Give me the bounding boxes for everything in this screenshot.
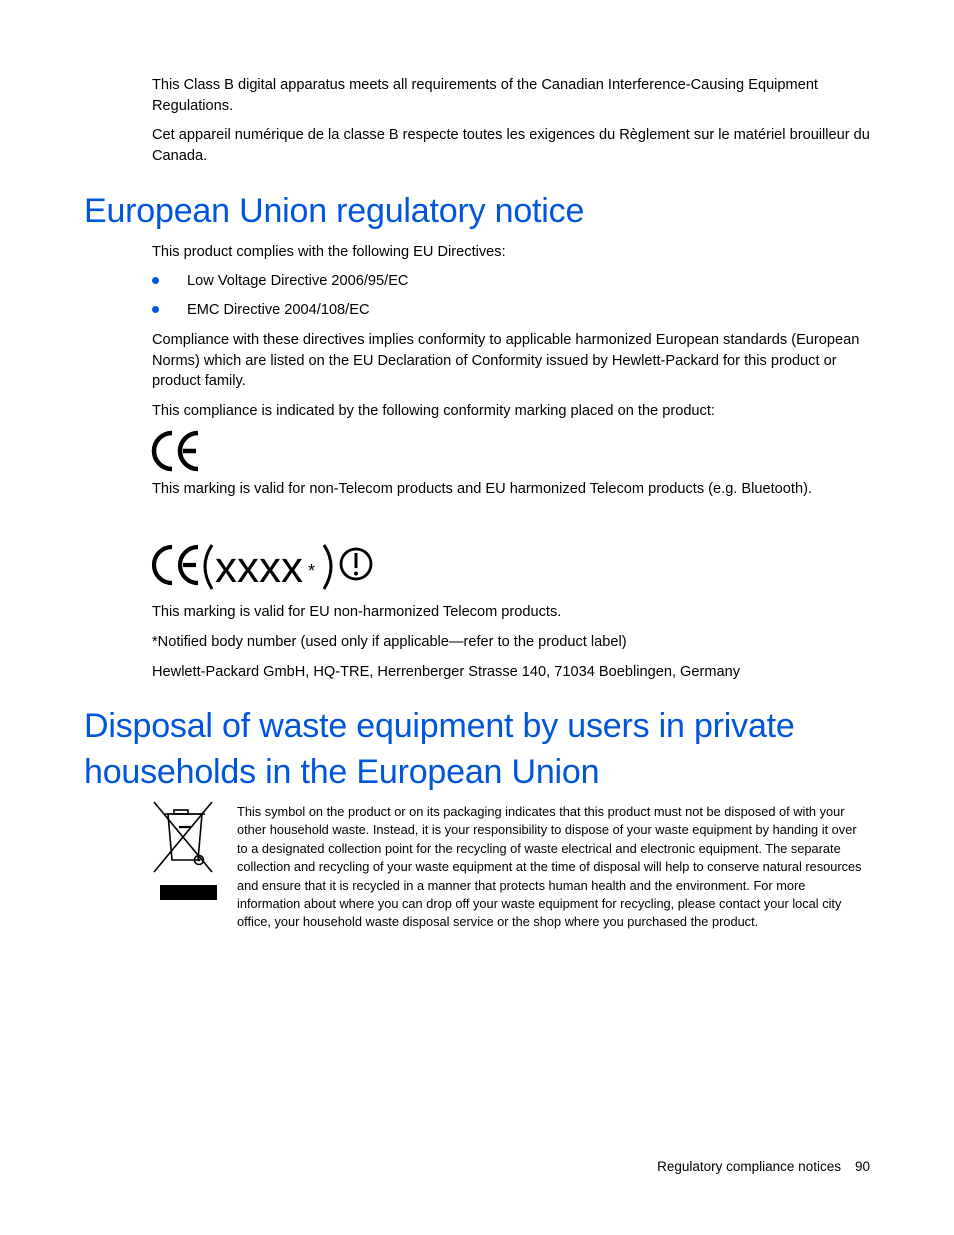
ce-mark-icon bbox=[150, 430, 202, 472]
ce-telecom-mark-icon bbox=[150, 543, 380, 591]
notified-body-placeholder: xxxx bbox=[215, 543, 303, 592]
eu-marking-intro: This compliance is indicated by the following conformity marking placed on the product: bbox=[152, 403, 715, 419]
page-number: 90 bbox=[854, 1159, 870, 1174]
notified-body-asterisk: * bbox=[308, 561, 316, 581]
directive-label: Low Voltage Directive 2006/95/EC bbox=[187, 273, 409, 289]
notified-body-note: *Notified body number (used only if applicable—refer to the product label) bbox=[152, 634, 627, 650]
crossed-out-wheelie-bin-icon bbox=[152, 800, 220, 902]
canada-french-paragraph: Cet appareil numérique de la classe B respecte toutes les exigences du Règlement sur le matériel brouilleur du Canada. bbox=[152, 127, 870, 164]
marking2-note: This marking is valid for EU non-harmonized Telecom products. bbox=[152, 604, 562, 620]
eu-compliance-paragraph: Compliance with these directives implies conformity to applicable harmonized European standards (European Norms) which are listed on the EU Declaration of Conformity issued by Hewlett-Packard for this product or product family. bbox=[152, 332, 860, 389]
weee-heading-line1: Disposal of waste equipment by users in private bbox=[84, 707, 795, 745]
footer-section-title: Regulatory compliance notices bbox=[657, 1159, 841, 1174]
weee-body-text: This symbol on the product or on its packaging indicates that this product must not be disposed of with your other household waste. Instead, it is your responsibility to dispose of your waste equipment by handing it over to a designated collection point for the recycling of waste electrical and electronic equipment. The separate collection and recycling of your waste equipment at the time of disposal will help to conserve natural resources and ensure that it is recycled in a manner that protects human health and the environment. For more information about where you can drop off your waste equipment for recycling, please contact your local city office, your household waste disposal service or the shop where you purchased the product. bbox=[237, 804, 862, 930]
eu-notice-heading: European Union regulatory notice bbox=[84, 192, 585, 230]
directive-label: EMC Directive 2004/108/EC bbox=[187, 302, 370, 318]
canada-english-paragraph: This Class B digital apparatus meets all requirements of the Canadian Interference-Causing Equipment Regulations. bbox=[152, 77, 818, 114]
hp-address: Hewlett-Packard GmbH, HQ-TRE, Herrenberger Strasse 140, 71034 Boeblingen, Germany bbox=[152, 664, 741, 680]
weee-heading-line2: households in the European Union bbox=[84, 753, 600, 791]
page-footer bbox=[657, 1159, 870, 1174]
bullet-icon bbox=[152, 306, 159, 313]
bullet-icon bbox=[152, 277, 159, 284]
marking1-note: This marking is valid for non-Telecom products and EU harmonized Telecom products (e.g. Bluetooth). bbox=[152, 481, 813, 497]
eu-directives-intro: This product complies with the following EU Directives: bbox=[152, 244, 506, 260]
